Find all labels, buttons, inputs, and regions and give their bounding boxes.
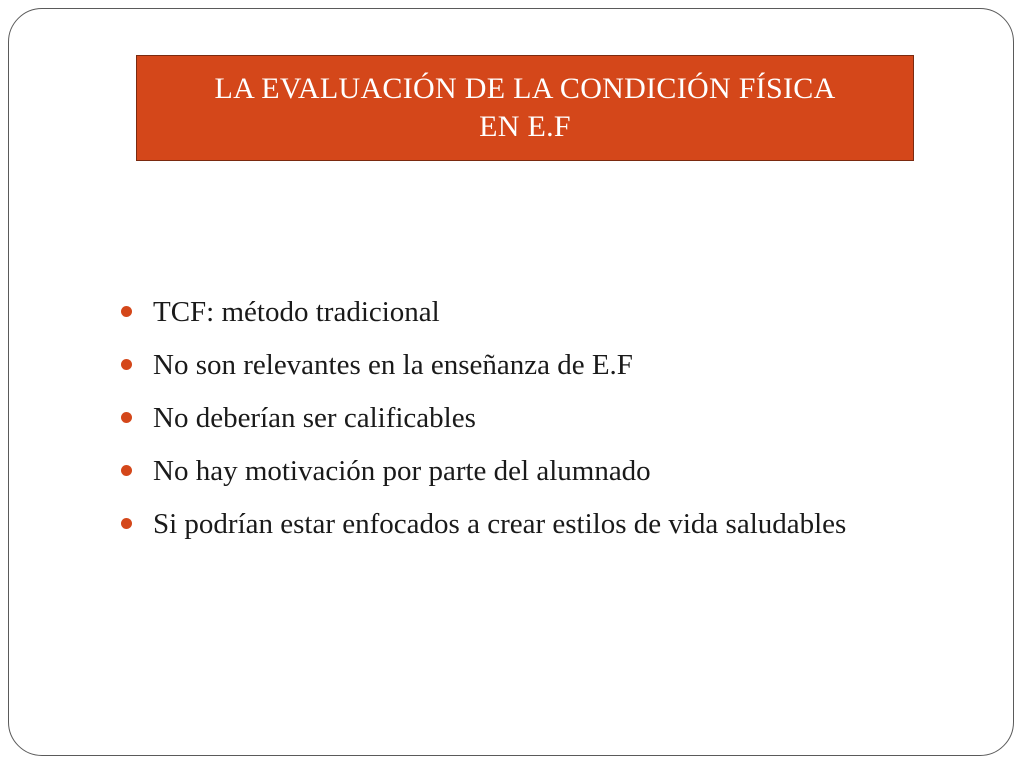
slide-title-line-2: EN E.F	[479, 110, 571, 143]
bullet-item	[121, 285, 846, 338]
bullet-dot-icon	[121, 518, 132, 529]
bullet-dot-icon	[121, 412, 132, 423]
bullet-item	[121, 391, 846, 444]
bullet-item	[121, 338, 846, 391]
slide-frame	[8, 8, 1014, 756]
bullet-text: No son relevantes en la enseñanza de E.F	[153, 348, 633, 381]
bullet-text: TCF: método tradicional	[153, 295, 440, 328]
bullet-item	[121, 444, 846, 497]
bullet-dot-icon	[121, 359, 132, 370]
slide-title-line-1: LA EVALUACIÓN DE LA CONDICIÓN FÍSICA	[214, 72, 836, 105]
bullet-text: No deberían ser calificables	[153, 401, 476, 434]
slide-title-box	[136, 55, 914, 161]
bullet-dot-icon	[121, 306, 132, 317]
bullet-text: No hay motivación por parte del alumnado	[153, 454, 651, 487]
bullet-item	[121, 497, 846, 550]
bullet-dot-icon	[121, 465, 132, 476]
bullet-text: Si podrían estar enfocados a crear estilos de vida saludables	[153, 507, 847, 540]
bullet-list	[121, 285, 846, 550]
